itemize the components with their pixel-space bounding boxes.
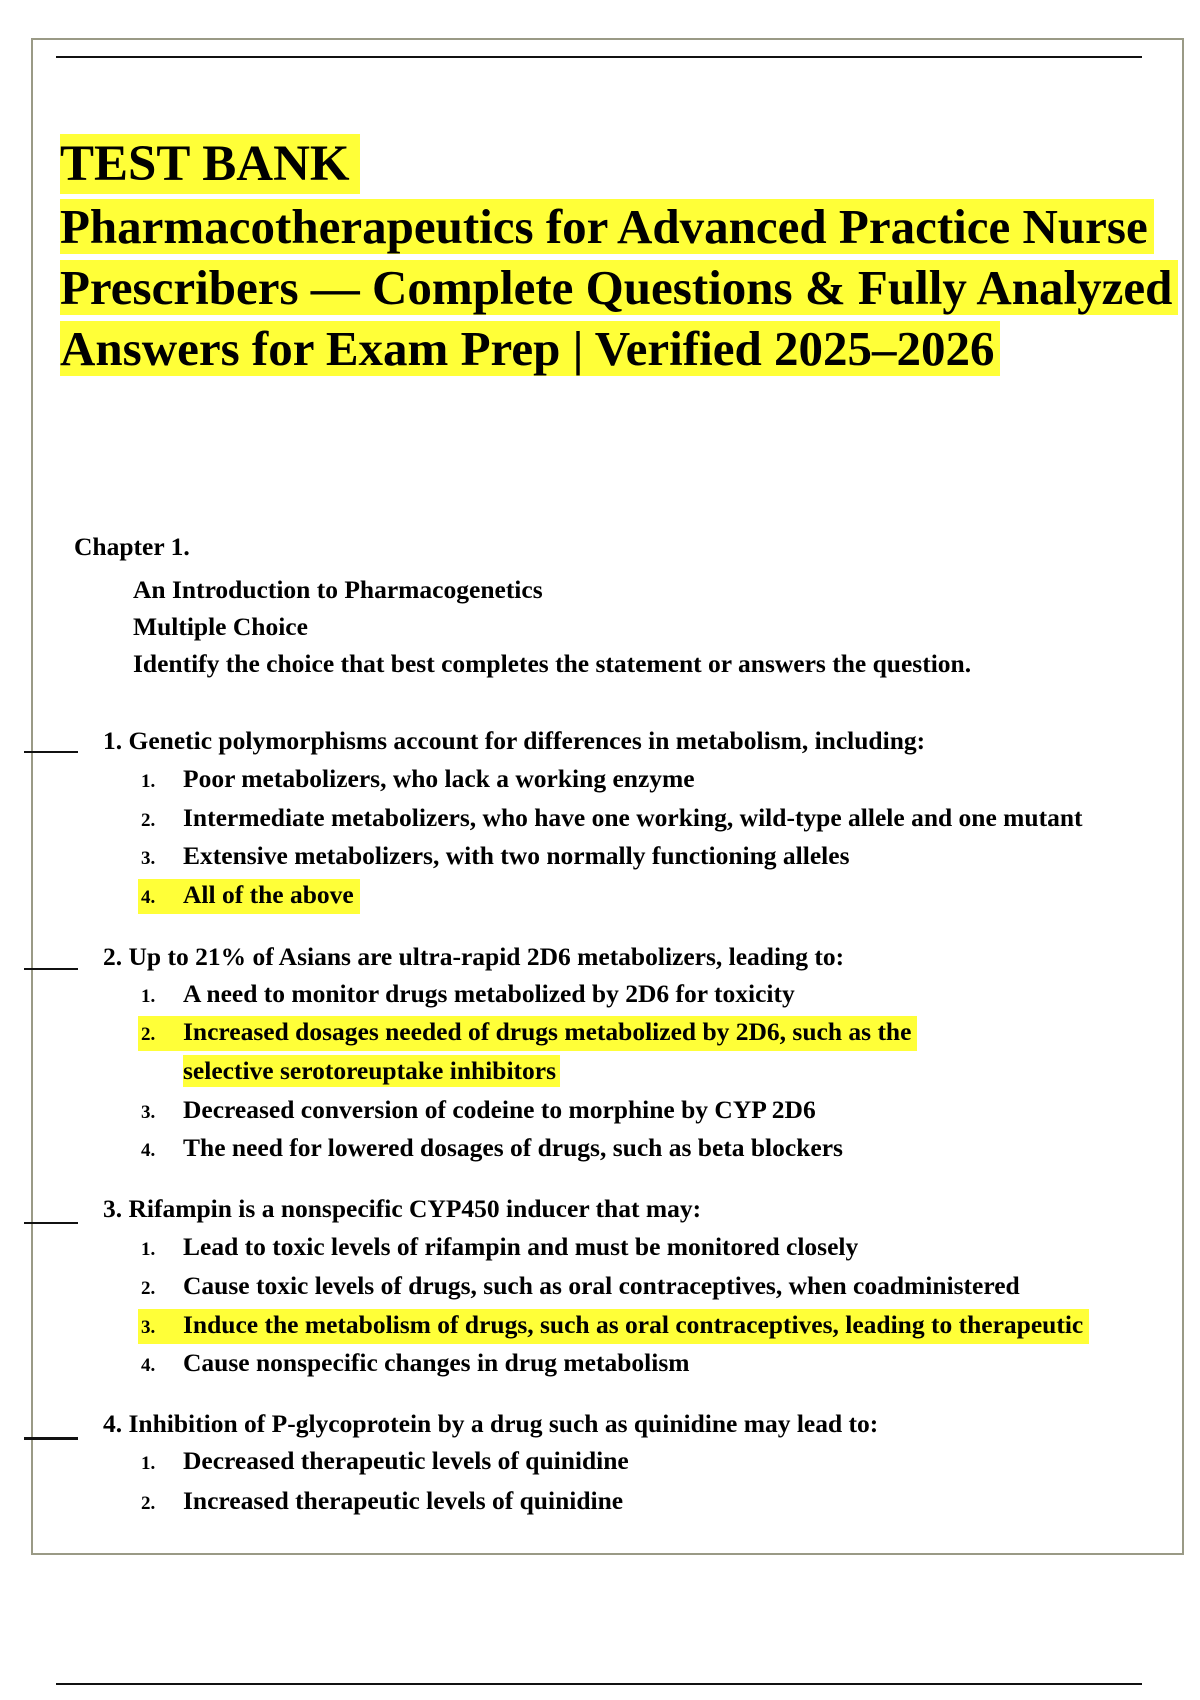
option-number: 4. bbox=[141, 887, 156, 908]
option-number: 3. bbox=[141, 848, 156, 869]
question-3-option-4 bbox=[141, 1347, 690, 1382]
answer-blank bbox=[24, 1222, 78, 1224]
question-4-option-2 bbox=[141, 1485, 623, 1520]
section-type: Multiple Choice bbox=[133, 612, 308, 641]
bottom-divider bbox=[56, 1683, 1142, 1685]
answer-blank bbox=[24, 968, 78, 970]
option-text: Lead to toxic levels of rifampin and must be monitored closely bbox=[183, 1232, 859, 1261]
question-3-option-3-correct bbox=[138, 1309, 1089, 1344]
option-number: 1. bbox=[141, 1453, 156, 1474]
question-2-option-3 bbox=[141, 1094, 816, 1129]
option-text: Increased therapeutic levels of quinidine bbox=[183, 1486, 624, 1515]
question-3-option-2 bbox=[141, 1270, 1020, 1305]
title-block bbox=[60, 134, 1180, 379]
title-main bbox=[60, 196, 1180, 379]
question-3: 3. Rifampin is a nonspecific CYP450 inducer that may: bbox=[103, 1194, 702, 1223]
option-text: Increased dosages needed of drugs metabolized by 2D6, such as the bbox=[183, 1017, 912, 1046]
question-4-option-1 bbox=[141, 1445, 629, 1480]
question-1: 1. Genetic polymorphisms account for differences in metabolism, including: bbox=[103, 726, 926, 755]
option-text: Cause toxic levels of drugs, such as oral contraceptives, when coadministered bbox=[183, 1271, 1020, 1300]
question-3-option-1 bbox=[141, 1231, 858, 1266]
instruction-text: Identify the choice that best completes the statement or answers the question. bbox=[133, 649, 972, 678]
option-number: 2. bbox=[141, 1024, 156, 1045]
answer-blank bbox=[24, 1437, 78, 1440]
chapter-label: Chapter 1. bbox=[74, 532, 190, 561]
option-text: Poor metabolizers, who lack a working enzyme bbox=[183, 764, 695, 793]
chapter-topic: An Introduction to Pharmacogenetics bbox=[133, 575, 543, 604]
answer-blank bbox=[24, 751, 78, 753]
option-number: 1. bbox=[141, 771, 156, 792]
option-number: 1. bbox=[141, 986, 156, 1007]
option-text: The need for lowered dosages of drugs, such as beta blockers bbox=[183, 1133, 843, 1162]
question-2-option-4 bbox=[141, 1132, 843, 1167]
option-text: Induce the metabolism of drugs, such as oral contraceptives, leading to therapeutic bbox=[183, 1310, 1084, 1339]
option-text: Decreased therapeutic levels of quinidine bbox=[183, 1446, 629, 1475]
option-number: 3. bbox=[141, 1102, 156, 1123]
question-1-option-1 bbox=[141, 763, 695, 798]
question-1-option-2 bbox=[141, 802, 1083, 837]
question-1-option-4-correct bbox=[138, 879, 360, 914]
option-text: Intermediate metabolizers, who have one working, wild-type allele and one mutant bbox=[183, 803, 1083, 832]
option-number: 2. bbox=[141, 1493, 156, 1514]
option-text: Decreased conversion of codeine to morphine by CYP 2D6 bbox=[183, 1095, 816, 1124]
option-text: All of the above bbox=[183, 880, 354, 909]
top-divider bbox=[56, 56, 1142, 58]
option-number: 3. bbox=[141, 1317, 156, 1338]
option-number: 1. bbox=[141, 1239, 156, 1260]
option-text: Cause nonspecific changes in drug metabolism bbox=[183, 1348, 690, 1377]
option-number: 2. bbox=[141, 1278, 156, 1299]
question-1-option-3 bbox=[141, 840, 850, 875]
question-4: 4. Inhibition of P-glycoprotein by a drug such as quinidine may lead to: bbox=[103, 1409, 879, 1438]
title-test-bank: TEST BANK bbox=[60, 134, 360, 194]
question-2: 2. Up to 21% of Asians are ultra-rapid 2D6 metabolizers, leading to: bbox=[103, 942, 845, 971]
option-number: 2. bbox=[141, 810, 156, 831]
option-number: 4. bbox=[141, 1140, 156, 1161]
option-text: Extensive metabolizers, with two normally functioning alleles bbox=[183, 841, 850, 870]
question-2-option-1 bbox=[141, 978, 795, 1013]
option-number: 4. bbox=[141, 1355, 156, 1376]
title-main-text: Pharmacotherapeutics for Advanced Practice Nurse Prescribers — Complete Questions & Fully Analyzed Answers for Exam Prep | Verified 2025–2026 bbox=[60, 199, 1178, 376]
question-2-option-2-correct bbox=[138, 1016, 917, 1051]
question-2-option-2-continued: selective serotoreuptake inhibitors bbox=[183, 1055, 560, 1087]
option-text: A need to monitor drugs metabolized by 2D6 for toxicity bbox=[183, 979, 795, 1008]
